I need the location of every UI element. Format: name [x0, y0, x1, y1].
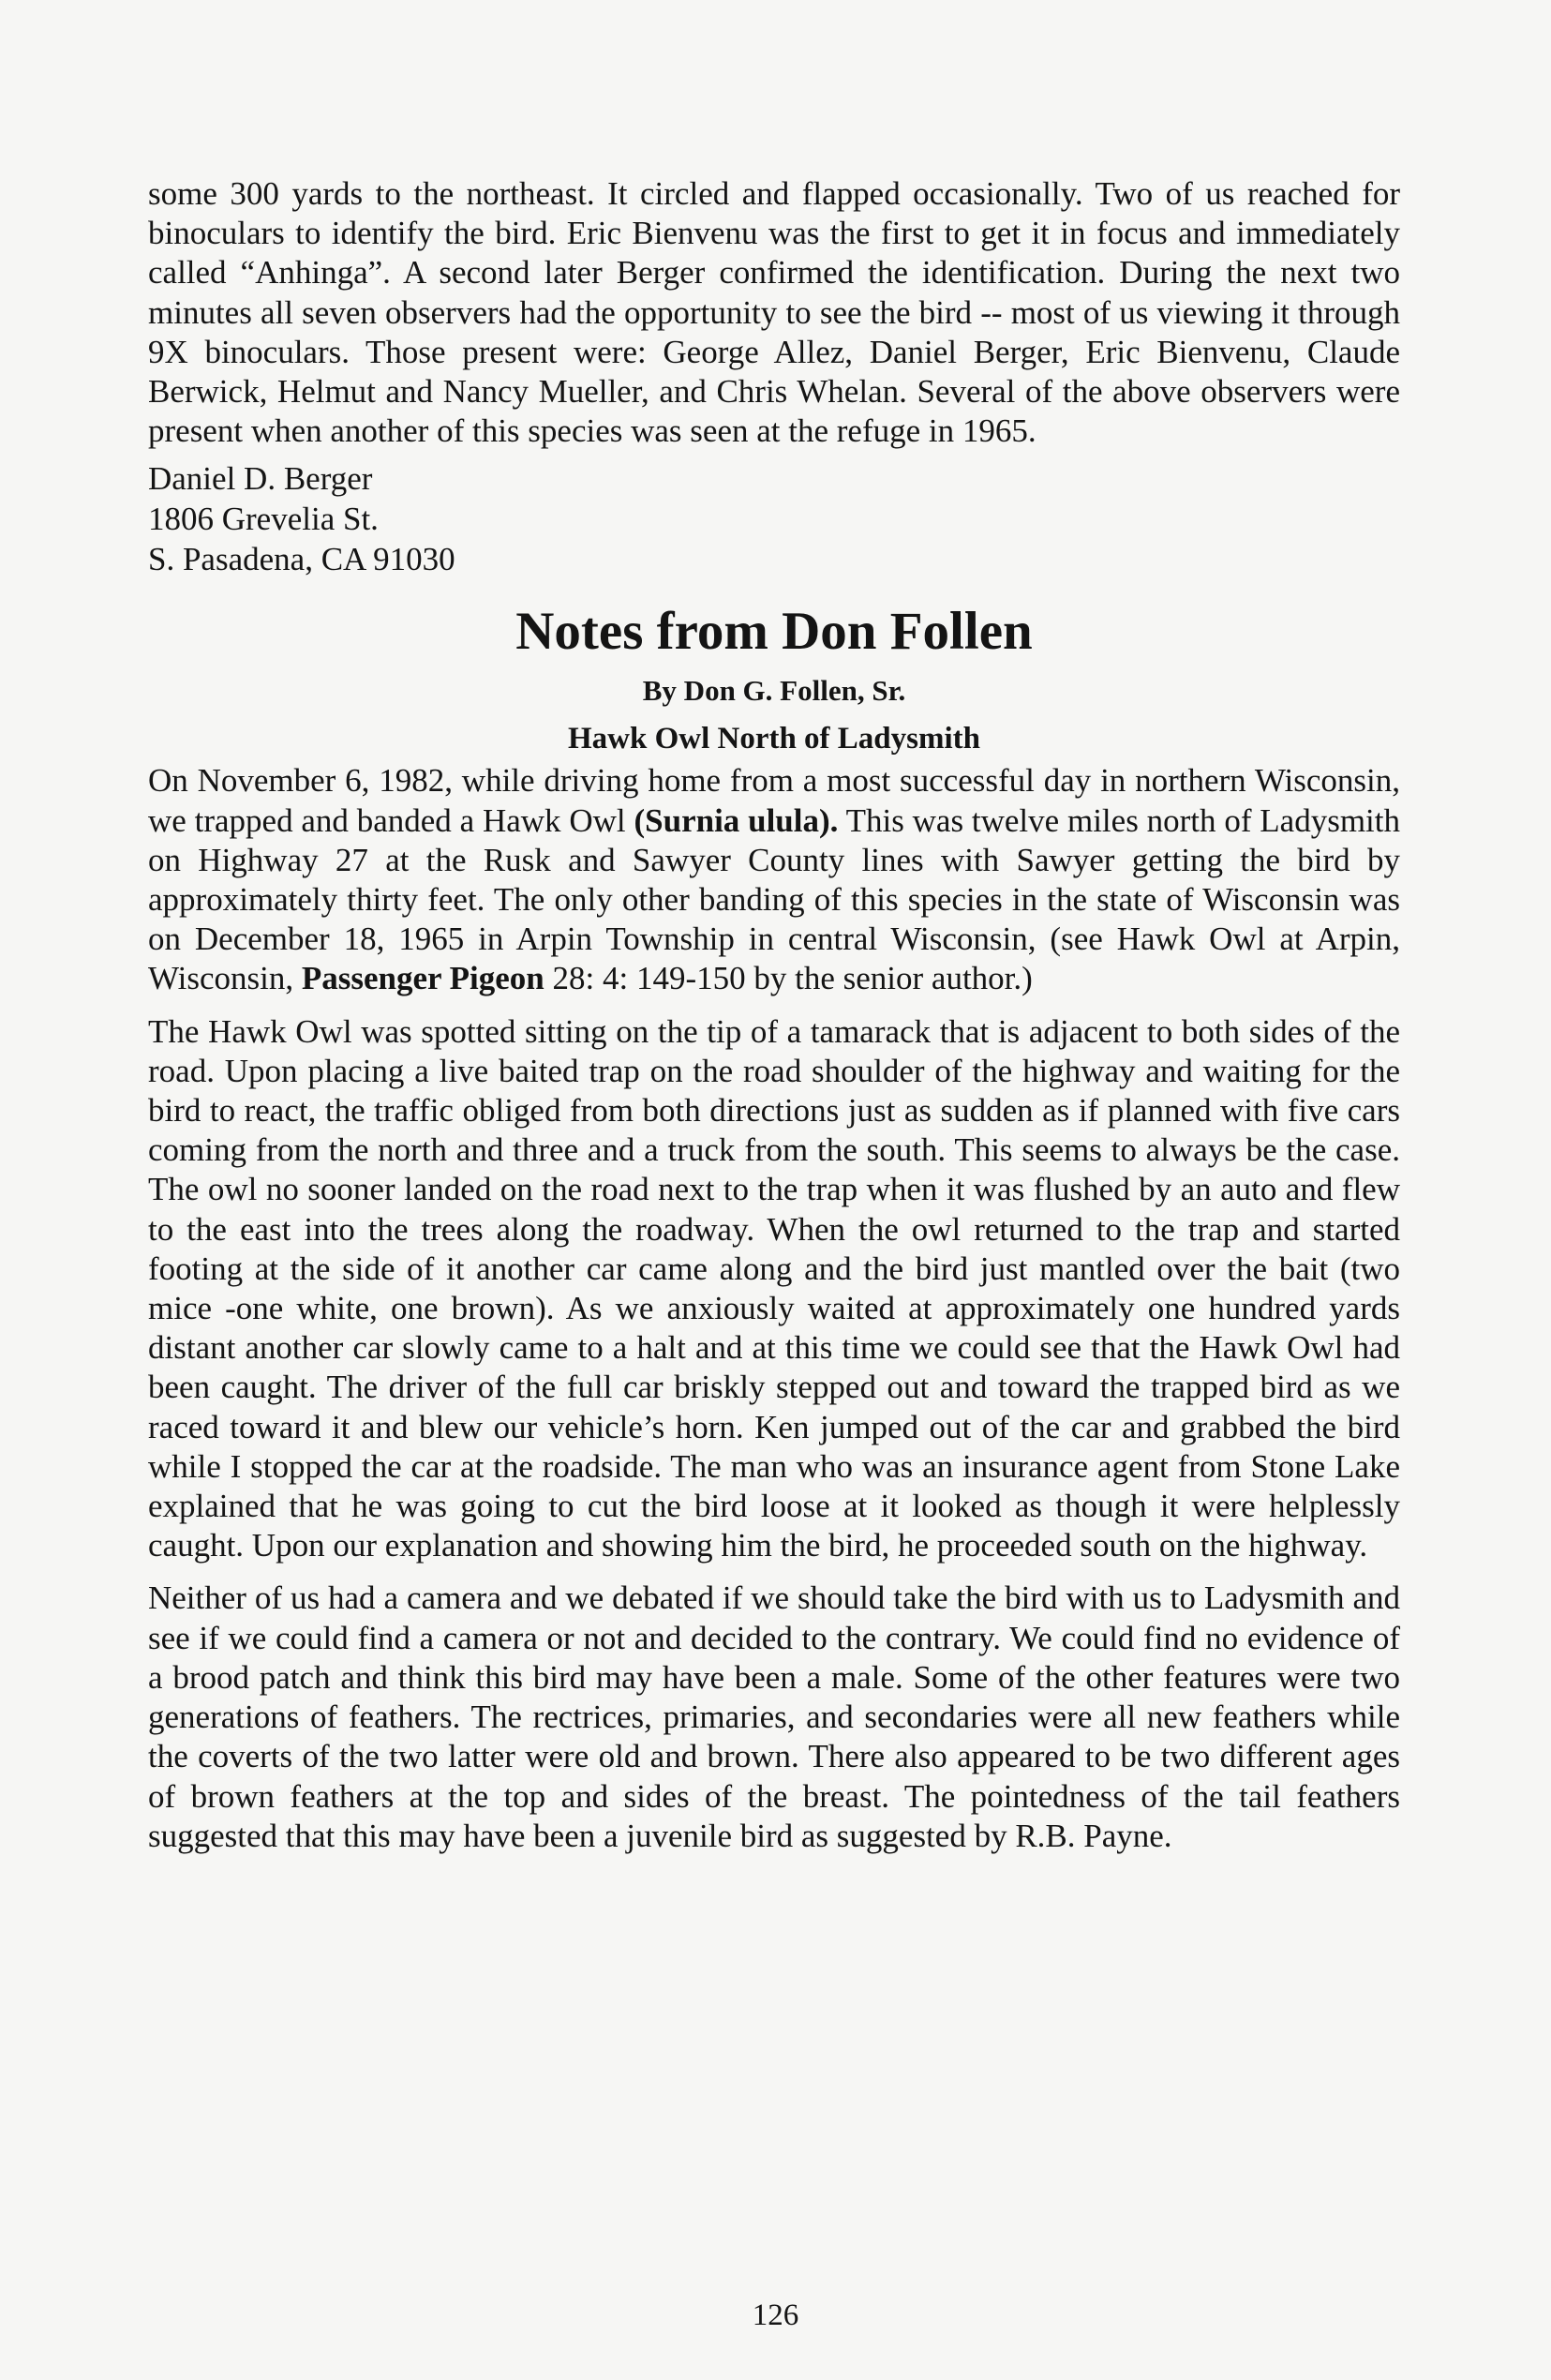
p1-text-1: On November 6, 1982, while driving home from a most successful day in northern Wisconsin, we trapped and banded a Hawk Owl: [148, 762, 1400, 839]
signature-street: 1806 Grevelia St.: [148, 501, 379, 538]
journal-name: Passenger Pigeon: [301, 960, 544, 997]
p1-text-2: This was twelve miles north of Ladysmith on Highway 27 at the Rusk and Sawyer County lines with Sawyer getting the bird by approximately thirty feet. The only other banding of this species in the state of Wisconsin was on December 18, 1965 in Arpin Township in central Wisconsin, (see Hawk Owl at Arpin, Wisconsin,: [148, 801, 1401, 997]
continuation-paragraph: some 300 yards to the northeast. It circled and flapped occasionally. Two of us reached for binoculars to identify the bird. Eric Bienvenu was the first to get it in focus and immediately called “Anhinga”. A second later Berger confirmed the identification. During the next two minutes all seven observers had the opportunity to see the bird -- most of us viewing it through 9X binoculars. Those present were: George Allez, Daniel Berger, Eric Bienvenu, Claude Berwick, Helmut and Nancy Mueller, and Chris Whelan. Several of the above observers were present when another of this species was seen at the refuge in 1965.: [148, 175, 1400, 450]
signature-city: S. Pasadena, CA 91030: [148, 541, 455, 578]
article-title: Notes from Don Follen: [515, 602, 1033, 662]
page-number: 126: [752, 2298, 799, 2332]
article-paragraph-3: Neither of us had a camera and we debated if we should take the bird with us to Ladysmith and see if we could find a camera or not and decided to the contrary. We could find no evidence of a brood patch and think this bird may have been a male. Some of the other features were two generations of feathers. The rectrices, primaries, and secondaries were all new feathers while the coverts of the two latter were old and brown. There also appeared to be two different ages of brown feathers at the top and sides of the breast. The pointedness of the tail feathers suggested that this may have been a juvenile bird as suggested by R.B. Payne.: [148, 1579, 1400, 1854]
p1-text-3: 28: 4: 149-150 by the senior author.): [544, 960, 1033, 997]
article-paragraph-2: The Hawk Owl was spotted sitting on the tip of a tamarack that is adjacent to both sides of the road. Upon placing a live baited trap on the road shoulder of the highway and waiting for the bird to react, the traffic obliged from both directions just as sudden as if planned with five cars coming from the north and three and a truck from the south. This seems to always be the case. The owl no sooner landed on the road next to the trap when it was flushed by an auto and flew to the east into the trees along the roadway. When the owl returned to the trap and started footing at the side of it another car came along and the bird just mantled over the bait (two mice -one white, one brown). As we anxiously waited at approximately one hundred yards distant another car slowly came to a halt and at this time we could see that the Hawk Owl had been caught. The driver of the full car briskly stepped out and toward the trapped bird as we raced toward it and blew our vehicle’s horn. Ken jumped out of the car and grabbed the bird while I stopped the car at the roadside. The man who was an insurance agent from Stone Lake explained that he was going to cut the bird loose at it looked as though it were helplessly caught. Upon our explanation and showing him the bird, he proceeded south on the highway.: [148, 1012, 1400, 1564]
page-content: [148, 174, 1400, 1856]
article-subhead: Hawk Owl North of Ladysmith: [567, 722, 981, 756]
article-byline: By Don G. Follen, Sr.: [642, 674, 906, 708]
article-paragraph-1: [148, 761, 1400, 998]
signature-name: Daniel D. Berger: [148, 460, 373, 498]
species-name: (Surnia ulula).: [634, 801, 839, 839]
signature-block: [148, 458, 1400, 579]
